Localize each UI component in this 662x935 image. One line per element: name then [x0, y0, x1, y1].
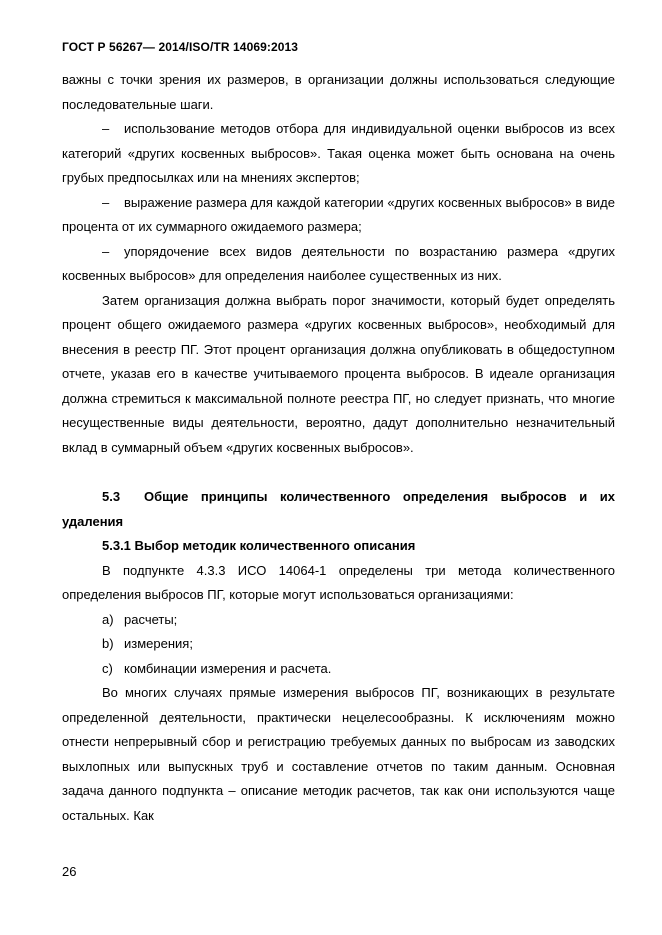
dash-item-text: выражение размера для каждой категории «других косвенных выбросов» в виде процента от их суммарного ожидаемого размера; — [62, 194, 615, 234]
list-marker: c) — [102, 660, 113, 676]
section-title: Общие принципы количественного определения выбросов и их удаления — [62, 489, 615, 529]
paragraph-threshold: Затем организация должна выбрать порог значимости, который будет определять процент общего ожидаемого размера «других косвенных выбросов», необходимый для внесения в реестр ПГ. Этот процент организация должна опубликовать в общедоступном отчете, указав его в качестве учитываемого процента выбросов. В идеале организация должна стремиться к максимальной полноте реестра ПГ, но следует признать, что многие несущественные виды деятельности, вероятно, дадут дополнительно незначительный вклад в суммарный объем «других косвенных выбросов». — [62, 292, 615, 455]
paragraph-intro: важны с точки зрения их размеров, в организации должны использоваться следующие последовательные шаги. — [62, 72, 615, 112]
dash-list-item — [62, 240, 615, 289]
dash-item-text: упорядочение всех видов деятельности по возрастанию размера «других косвенных выбросов» для определения наиболее существенных из них. — [62, 243, 615, 283]
section-heading — [62, 485, 615, 534]
document-header: ГОСТ Р 56267— 2014/ISO/TR 14069:2013 — [62, 40, 299, 54]
dash-marker: – — [102, 194, 110, 210]
list-item — [62, 608, 615, 633]
subsection-number: 5.3.1 — [102, 538, 131, 553]
list-item — [62, 657, 615, 682]
page-number: 26 — [62, 864, 77, 879]
subsection-title: Выбор методик количественного описания — [134, 538, 416, 553]
list-marker: a) — [102, 611, 114, 627]
list-item — [62, 632, 615, 657]
list-item-text: комбинации измерения и расчета. — [124, 660, 332, 676]
dash-list-item — [62, 191, 615, 240]
spacer — [62, 460, 615, 485]
list-marker: b) — [102, 636, 114, 651]
list-item-text: расчеты; — [124, 611, 178, 627]
dash-marker: – — [102, 121, 110, 136]
section-number: 5.3 — [102, 489, 121, 504]
paragraph-measurements: Во многих случаях прямые измерения выбросов ПГ, возникающих в результате определенной деятельности, практически нецелесообразны. К исключениям можно отнести непрерывный сбор и регистрацию требуемых данных по выбросам из заводских выхлопных или выпускных труб и составление отчетов по таким данным. Основная задача данного подпункта – описание методик расчетов, так как они используются чаще остальных. Как — [62, 685, 615, 823]
dash-list-item — [62, 117, 615, 191]
paragraph-methods: В подпункте 4.3.3 ИСО 14064-1 определены три метода количественного определения выбросов ПГ, которые могут использоваться организациями: — [62, 562, 615, 602]
subsection-heading — [62, 534, 615, 559]
dash-marker: – — [102, 243, 110, 259]
document-body — [62, 68, 615, 828]
dash-item-text: использование методов отбора для индивидуальной оценки выбросов из всех категорий «других косвенных выбросов». Такая оценка может быть основана на очень грубых предпосылках или на мнениях экспертов; — [62, 121, 615, 185]
list-item-text: измерения; — [124, 636, 193, 651]
